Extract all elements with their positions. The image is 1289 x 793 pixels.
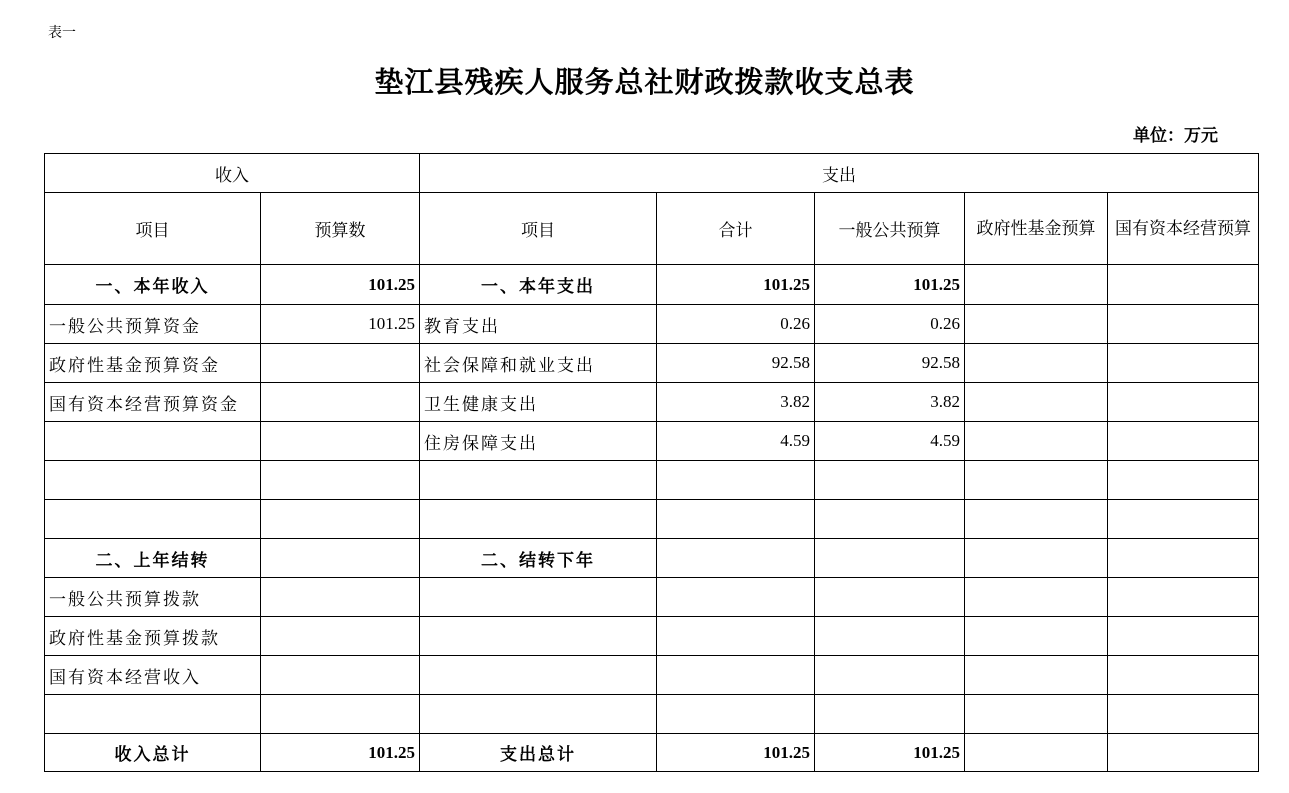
state-capital-cell bbox=[1108, 656, 1259, 695]
expense-total-cell: 3.82 bbox=[657, 383, 815, 422]
table-row bbox=[45, 344, 1259, 383]
table-row bbox=[45, 539, 1259, 578]
income-item-cell: 收入总计 bbox=[45, 734, 261, 772]
income-item-cell: 国有资本经营收入 bbox=[45, 656, 261, 695]
income-item-cell: 政府性基金预算拨款 bbox=[45, 617, 261, 656]
income-value-cell: 101.25 bbox=[261, 265, 420, 305]
expense-item-cell bbox=[420, 656, 657, 695]
table-row bbox=[45, 422, 1259, 461]
general-public-cell: 4.59 bbox=[815, 422, 965, 461]
expense-item-cell: 支出总计 bbox=[420, 734, 657, 772]
general-public-cell bbox=[815, 617, 965, 656]
col-general-public-budget: 一般公共预算 bbox=[815, 193, 965, 265]
income-item-cell bbox=[45, 461, 261, 500]
gov-fund-cell bbox=[965, 500, 1108, 539]
gov-fund-cell bbox=[965, 539, 1108, 578]
gov-fund-cell bbox=[965, 695, 1108, 734]
income-value-cell bbox=[261, 422, 420, 461]
expense-total-cell: 4.59 bbox=[657, 422, 815, 461]
general-public-cell: 101.25 bbox=[815, 734, 965, 772]
general-public-cell: 3.82 bbox=[815, 383, 965, 422]
table-row bbox=[45, 500, 1259, 539]
state-capital-cell bbox=[1108, 305, 1259, 344]
expense-item-cell bbox=[420, 461, 657, 500]
expense-item-cell bbox=[420, 695, 657, 734]
general-public-cell bbox=[815, 461, 965, 500]
col-budget-amount: 预算数 bbox=[261, 193, 420, 265]
income-value-cell bbox=[261, 617, 420, 656]
expense-item-cell bbox=[420, 617, 657, 656]
expense-total-cell bbox=[657, 656, 815, 695]
table-row bbox=[45, 734, 1259, 772]
expense-item-cell: 一、本年支出 bbox=[420, 265, 657, 305]
expense-total-cell bbox=[657, 695, 815, 734]
income-item-cell bbox=[45, 500, 261, 539]
table-row bbox=[45, 695, 1259, 734]
table-number: 表一 bbox=[48, 25, 76, 41]
expense-total-cell bbox=[657, 539, 815, 578]
income-value-cell bbox=[261, 461, 420, 500]
expense-item-cell: 住房保障支出 bbox=[420, 422, 657, 461]
income-value-cell bbox=[261, 344, 420, 383]
expense-header: 支出 bbox=[420, 154, 1259, 193]
income-value-cell bbox=[261, 656, 420, 695]
budget-table bbox=[44, 153, 1259, 772]
gov-fund-cell bbox=[965, 656, 1108, 695]
col-state-capital-budget: 国有资本经营预算 bbox=[1108, 193, 1259, 265]
general-public-cell: 0.26 bbox=[815, 305, 965, 344]
col-expense-item: 项目 bbox=[420, 193, 657, 265]
expense-total-cell bbox=[657, 578, 815, 617]
state-capital-cell bbox=[1108, 734, 1259, 772]
gov-fund-cell bbox=[965, 461, 1108, 500]
expense-total-cell: 101.25 bbox=[657, 265, 815, 305]
state-capital-cell bbox=[1108, 539, 1259, 578]
table-row bbox=[45, 383, 1259, 422]
gov-fund-cell bbox=[965, 344, 1108, 383]
income-item-cell bbox=[45, 422, 261, 461]
state-capital-cell bbox=[1108, 578, 1259, 617]
state-capital-cell bbox=[1108, 500, 1259, 539]
general-public-cell: 92.58 bbox=[815, 344, 965, 383]
income-item-cell: 一、本年收入 bbox=[45, 265, 261, 305]
general-public-cell bbox=[815, 656, 965, 695]
general-public-cell bbox=[815, 539, 965, 578]
gov-fund-cell bbox=[965, 617, 1108, 656]
expense-item-cell bbox=[420, 578, 657, 617]
income-value-cell bbox=[261, 539, 420, 578]
income-item-cell: 政府性基金预算资金 bbox=[45, 344, 261, 383]
state-capital-cell bbox=[1108, 383, 1259, 422]
income-value-cell bbox=[261, 695, 420, 734]
table-row bbox=[45, 461, 1259, 500]
expense-item-cell: 卫生健康支出 bbox=[420, 383, 657, 422]
income-item-cell: 国有资本经营预算资金 bbox=[45, 383, 261, 422]
expense-total-cell bbox=[657, 500, 815, 539]
gov-fund-cell bbox=[965, 578, 1108, 617]
expense-total-cell: 101.25 bbox=[657, 734, 815, 772]
table-row bbox=[45, 305, 1259, 344]
state-capital-cell bbox=[1108, 617, 1259, 656]
table-row bbox=[45, 656, 1259, 695]
general-public-cell bbox=[815, 578, 965, 617]
general-public-cell: 101.25 bbox=[815, 265, 965, 305]
expense-item-cell bbox=[420, 500, 657, 539]
gov-fund-cell bbox=[965, 383, 1108, 422]
income-value-cell: 101.25 bbox=[261, 734, 420, 772]
expense-item-cell: 二、结转下年 bbox=[420, 539, 657, 578]
gov-fund-cell bbox=[965, 305, 1108, 344]
general-public-cell bbox=[815, 695, 965, 734]
income-item-cell: 一般公共预算资金 bbox=[45, 305, 261, 344]
state-capital-cell bbox=[1108, 461, 1259, 500]
table-row bbox=[45, 265, 1259, 305]
header-row-top bbox=[45, 154, 1259, 193]
state-capital-cell bbox=[1108, 695, 1259, 734]
col-income-item: 项目 bbox=[45, 193, 261, 265]
income-value-cell bbox=[261, 578, 420, 617]
col-gov-fund-budget: 政府性基金预算 bbox=[965, 193, 1108, 265]
expense-item-cell: 教育支出 bbox=[420, 305, 657, 344]
income-item-cell: 二、上年结转 bbox=[45, 539, 261, 578]
expense-total-cell bbox=[657, 617, 815, 656]
state-capital-cell bbox=[1108, 265, 1259, 305]
unit-label: 单位：万元 bbox=[1133, 126, 1218, 146]
expense-total-cell: 92.58 bbox=[657, 344, 815, 383]
gov-fund-cell bbox=[965, 422, 1108, 461]
page-title: 垫江县残疾人服务总社财政拨款收支总表 bbox=[374, 65, 915, 99]
expense-total-cell bbox=[657, 461, 815, 500]
table-body bbox=[45, 265, 1259, 772]
header-row-columns bbox=[45, 193, 1259, 265]
gov-fund-cell bbox=[965, 265, 1108, 305]
state-capital-cell bbox=[1108, 422, 1259, 461]
income-item-cell bbox=[45, 695, 261, 734]
table-row bbox=[45, 578, 1259, 617]
general-public-cell bbox=[815, 500, 965, 539]
income-item-cell: 一般公共预算拨款 bbox=[45, 578, 261, 617]
gov-fund-cell bbox=[965, 734, 1108, 772]
state-capital-cell bbox=[1108, 344, 1259, 383]
table-row bbox=[45, 617, 1259, 656]
income-header: 收入 bbox=[45, 154, 420, 193]
expense-item-cell: 社会保障和就业支出 bbox=[420, 344, 657, 383]
expense-total-cell: 0.26 bbox=[657, 305, 815, 344]
income-value-cell: 101.25 bbox=[261, 305, 420, 344]
income-value-cell bbox=[261, 500, 420, 539]
income-value-cell bbox=[261, 383, 420, 422]
col-total: 合计 bbox=[657, 193, 815, 265]
